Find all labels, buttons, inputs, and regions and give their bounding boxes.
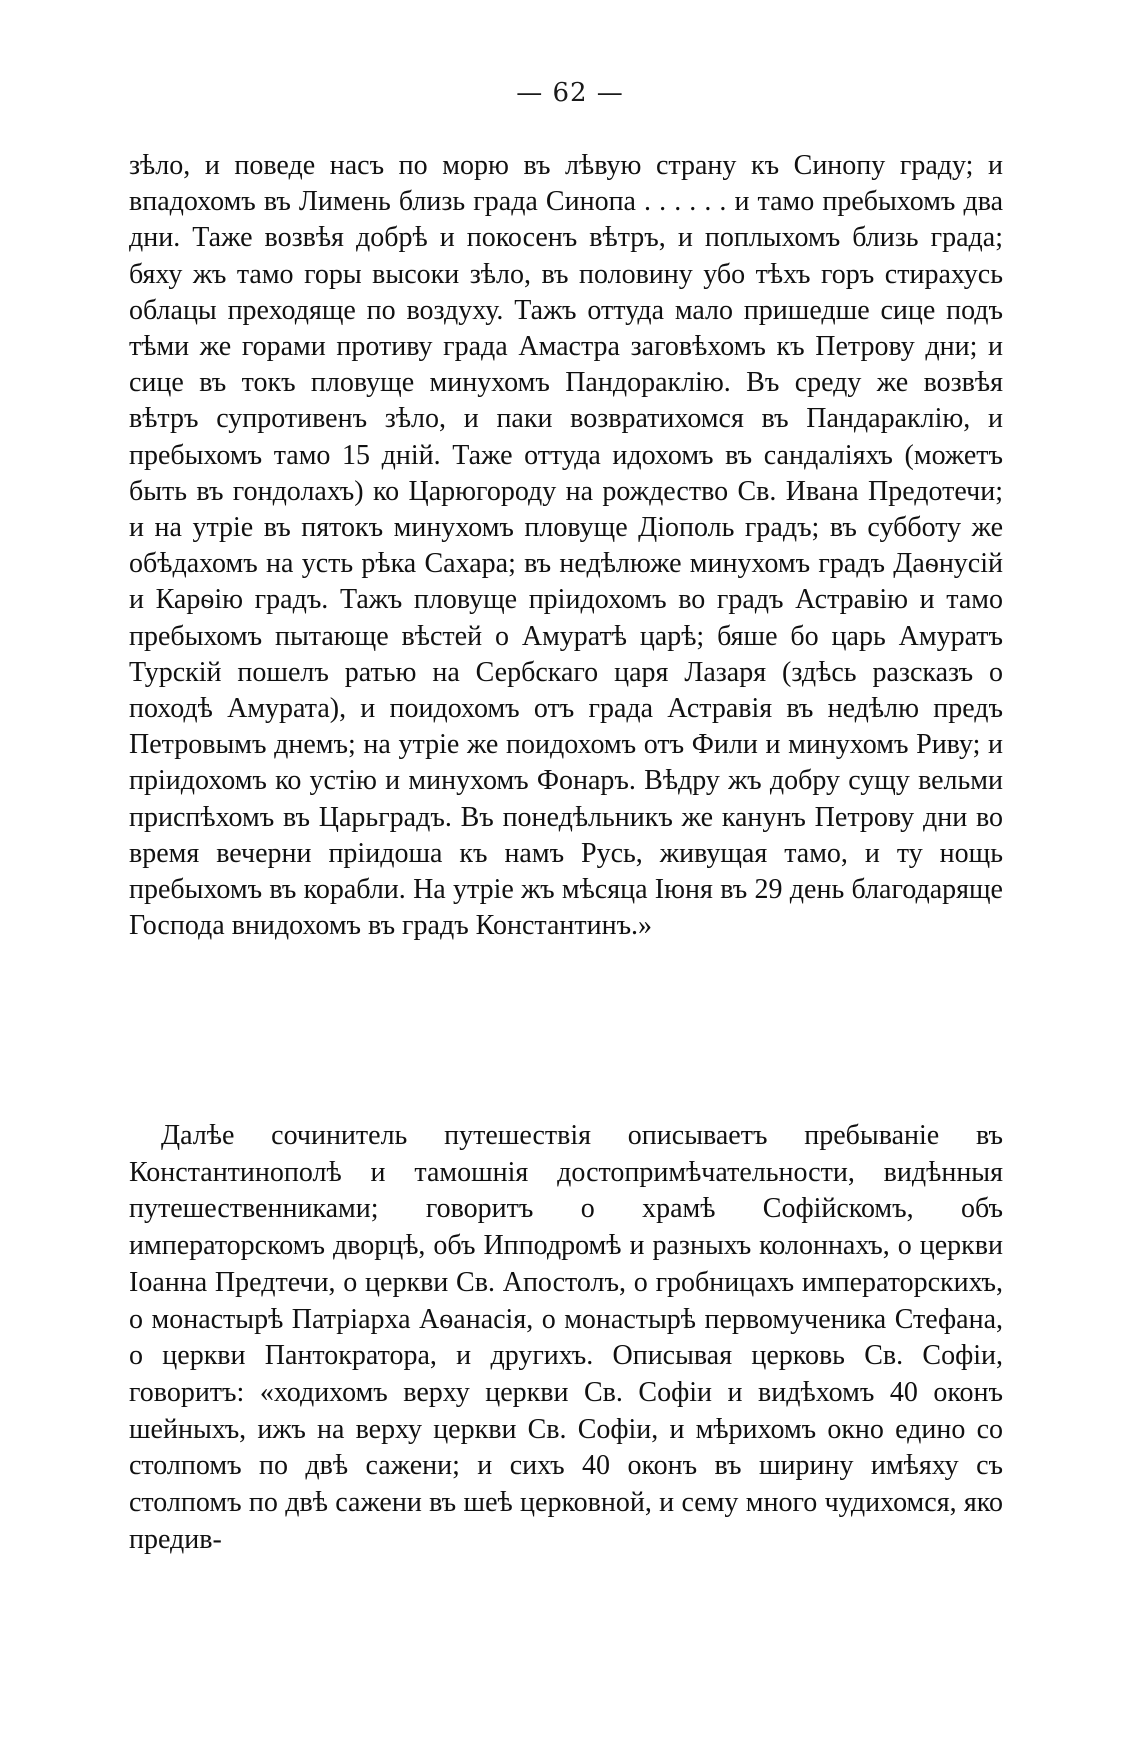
paragraph: зѣло, и поведе насъ по морю въ лѣвую страну къ Синопу граду; и впадохомъ въ Лимень близь града Синопа . . . . . . и тамо пребыхомъ два дни. Таже возвѣя добрѣ и покосенъ вѣтръ, и поплыхомъ близь града; бяху жъ тамо горы высоки зѣло, въ половину убо тѣхъ горъ стирахусь облацы преходяще по воздуху. Тажъ оттуда мало пришедше сице подъ тѣми же горами противу града Амастра заговѣхомъ къ Петрову дни; и сице въ токъ пловуще минухомъ Пандораклію. Въ среду же возвѣя вѣтръ супротивенъ зѣло, и паки возвратихомся въ Пандараклію, и пребыхомъ тамо 15 дній. Таже оттуда идохомъ въ сандаліяхъ (можетъ быть въ гондолахъ) ко Царюгороду на рождество Св. Ивана Предотечи; и на утріе въ пятокъ минухомъ пловуще Діополь градъ; въ субботу же обѣдахомъ на усть рѣка Сахара; въ недѣлюже минухомъ градъ Даѳнусій и Карѳію градъ. Тажъ пловуще пріидохомъ во градъ Астравію и тамо пребыхомъ пытающе вѣстей о Амуратѣ царѣ; бяше бо царь Амуратъ Турскій пошелъ ратью на Сербскаго царя Лазаря (здѣсь разсказъ о походѣ Амурата), и поидохомъ отъ града Астравія въ недѣлю предъ Петровымъ днемъ; на утріе же поидохомъ отъ Фили и минухомъ Риву; и пріидохомъ ко устію и минухомъ Фонаръ. Вѣдру жъ добру сущу вельми приспѣхомъ въ Царьградъ. Въ понедѣльникъ же канунъ Петрову дни во время вечерни пріидоша къ намъ Русь, живущая тамо, и ту нощь пребыхомъ въ корабли. На утріе жъ мѣсяца Іюня въ 29 день благодаряще Господа внидохомъ въ градъ Константинъ.» <box>129 150 1003 942</box>
text-block-1 <box>129 148 1003 944</box>
text-block-2 <box>129 1118 1003 1558</box>
paragraph: Далѣе сочинитель путешествія описываетъ пребываніе въ Константинополѣ и тамошнія достопримѣчательности, видѣнныя путешественниками; говоритъ о храмѣ Софійскомъ, объ императорскомъ дворцѣ, объ Ипподромѣ и разныхъ колоннахъ, о церкви Іоанна Предтечи, о церкви Св. Апостолъ, о гробницахъ императорскихъ, о монастырѣ Патріарха Аѳанасія, о монастырѣ первомученика Стефана, о церкви Пантократора, и другихъ. Описывая церковь Св. Софіи, говоритъ: «ходихомъ верху церкви Св. Софіи и видѣхомъ 40 оконъ шейныхъ, ижъ на верху церкви Св. Софіи, и мѣрихомъ окно едино со столпомъ по двѣ сажени; и сихъ 40 оконъ въ ширину имѣяху съ столпомъ по двѣ сажени въ шеѣ церковной, и сему много чудихомся, яко предив- <box>129 1120 1003 1555</box>
page-number: — 62 — <box>516 78 624 108</box>
